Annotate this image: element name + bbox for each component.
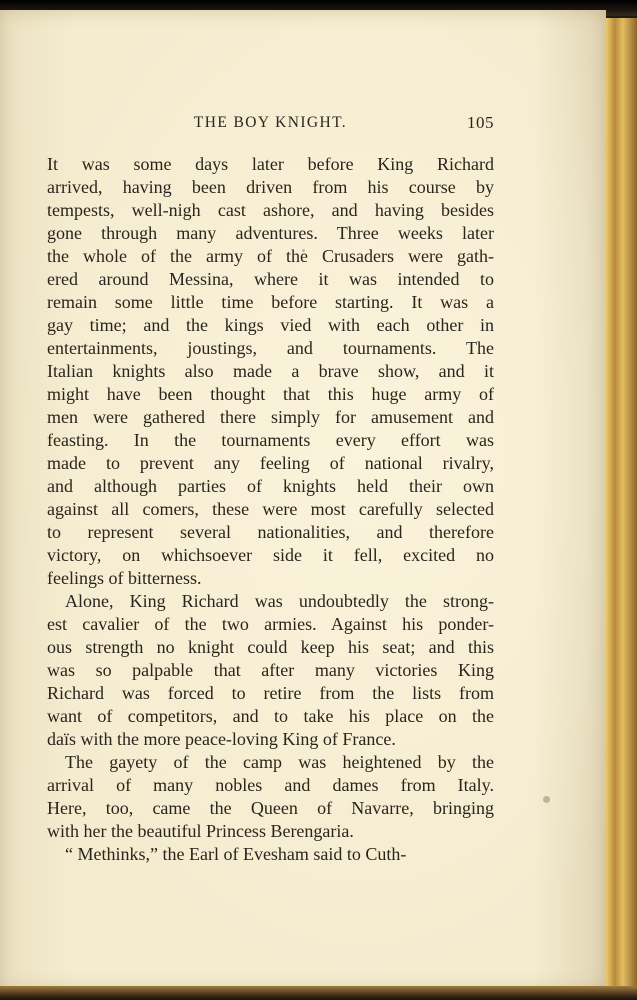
- text-line: Italian knights also made a brave show, and it: [47, 361, 494, 381]
- text-line: arrival of many nobles and dames from Italy.: [47, 775, 494, 795]
- text-line: tempests, well-nigh cast ashore, and having besides: [47, 200, 494, 220]
- text-line: gay time; and the kings vied with each other in: [47, 315, 494, 335]
- body-text: [47, 153, 494, 866]
- text-line: was so palpable that after many victories King: [47, 660, 494, 680]
- running-header: [47, 114, 494, 138]
- text-line: gone through many adventures. Three weeks later: [47, 223, 494, 243]
- text-line: The gayety of the camp was heightened by the: [65, 752, 494, 772]
- text-line: remain some little time before starting. It was a: [47, 292, 494, 312]
- text-line: and although parties of knights held their own: [47, 476, 494, 496]
- text-line: want of competitors, and to take his place on the: [47, 706, 494, 726]
- text-line: entertainments, joustings, and tournaments. The: [47, 338, 494, 358]
- scan-bottom-shadow: [0, 986, 637, 1000]
- text-line: Richard was forced to retire from the lists from: [47, 683, 494, 703]
- text-line: the whole of the army of the Crusaders were gath-: [47, 246, 494, 266]
- text-line: made to prevent any feeling of national rivalry,: [47, 453, 494, 473]
- text-line: ous strength no knight could keep his seat; and this: [47, 637, 494, 657]
- text-line: with her the beautiful Princess Berengaria.: [47, 821, 354, 841]
- text-line: to represent several nationalities, and therefore: [47, 522, 494, 542]
- text-line: might have been thought that this huge army of: [47, 384, 494, 404]
- paper-speck: [543, 796, 550, 803]
- text-line: Alone, King Richard was undoubtedly the strong-: [65, 591, 494, 611]
- text-line: “ Methinks,” the Earl of Evesham said to Cuth-: [65, 844, 407, 864]
- text-line: arrived, having been driven from his course by: [47, 177, 494, 197]
- text-line: victory, on whichsoever side it fell, excited no: [47, 545, 494, 565]
- text-line: It was some days later before King Richard: [47, 154, 494, 174]
- paper-speck: [302, 249, 305, 252]
- text-line: Here, too, came the Queen of Navarre, bringing: [47, 798, 494, 818]
- text-line: men were gathered there simply for amusement and: [47, 407, 494, 427]
- text-line: est cavalier of the two armies. Against his ponder-: [47, 614, 494, 634]
- page-number: 105: [467, 113, 494, 132]
- text-line: daïs with the more peace-loving King of France.: [47, 729, 396, 749]
- text-line: ered around Messina, where it was intended to: [47, 269, 494, 289]
- running-title: THE BOY KNIGHT.: [193, 114, 348, 131]
- text-line: feasting. In the tournaments every effort was: [47, 430, 494, 450]
- text-line: against all comers, these were most carefully selected: [47, 499, 494, 519]
- text-line: feelings of bitterness.: [47, 568, 202, 588]
